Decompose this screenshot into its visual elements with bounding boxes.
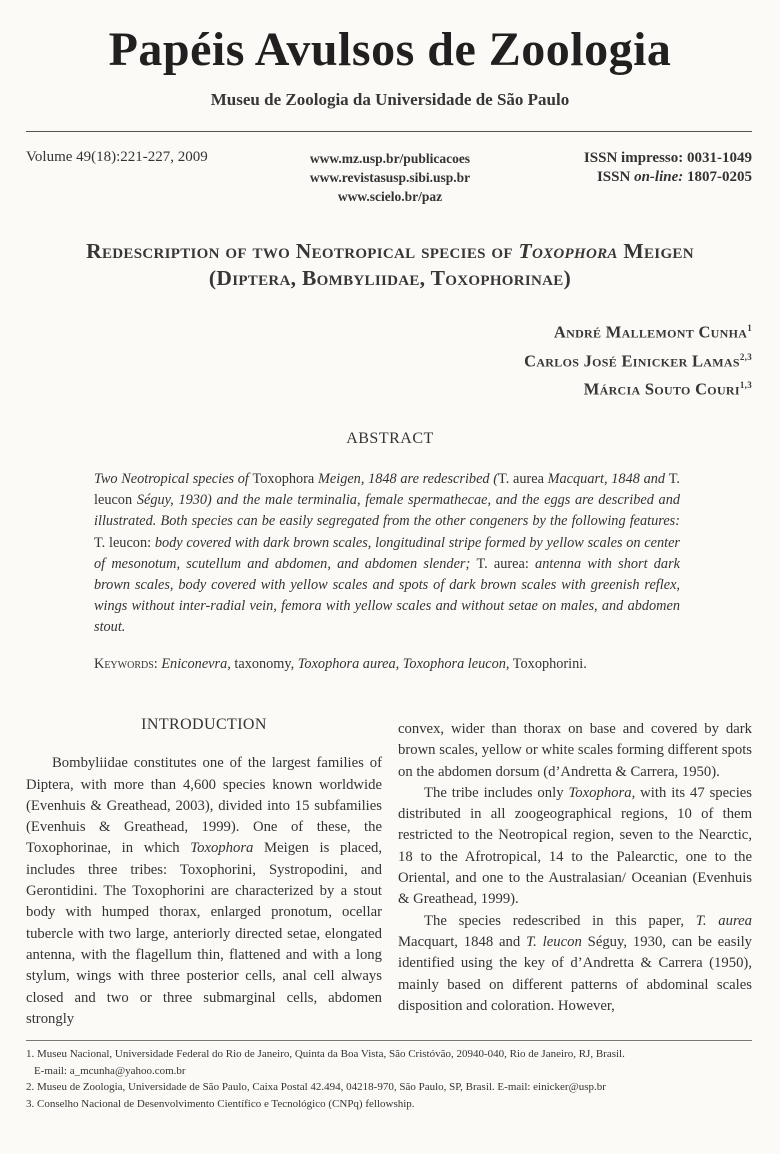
article-title: Redescription of two Neotropical species of Toxophora Meigen (Diptera, Bombyliidae, Toxophorinae) [86,239,694,290]
museum-name: Museu de Zoologia da Universidade de São Paulo [210,90,570,109]
section-heading: INTRODUCTION [141,716,267,733]
issn-online: ISSN on-line: 1807-0205 [596,169,752,185]
keywords-line: Keywords: Eniconevra, taxonomy, Toxophora aurea, Toxophora leucon, Toxophorini. [94,656,587,672]
journal-urls [270,149,510,206]
footnote: 3. Conselho Nacional de Desenvolvimento Científico e Tecnológico (CNPq) fellowship. [26,1097,415,1110]
abstract-heading: ABSTRACT [346,430,434,447]
footnotes [26,1046,756,1112]
header-rule [26,131,752,132]
author-list [524,316,752,402]
url-link[interactable]: www.mz.usp.br/publicacoes [309,151,471,166]
url-link[interactable]: www.revistasusp.sibi.usp.br [309,170,471,185]
journal-title: Papéis Avulsos de Zoologia [108,23,672,76]
url-link[interactable]: www.scielo.br/paz [337,189,443,204]
right-column [398,719,752,1017]
issn-print: ISSN impresso: 0031-1049 [583,150,752,166]
abstract-text: Two Neotropical species of Toxophora Meigen, 1848 are redescribed (T. aurea Macquart, 1848 and T. leucon Séguy, 1930) and the male terminalia, female spermathecae, and the eggs are described and illustrated. Both species can be easily segregated from the other congeners by the following features: T. leucon: body covered with dark brown scales, longitudinal stripe formed by yellow scales on center of mesonotum, scutellum and abdomen, and abdomen slender; T. aurea: antenna with short dark brown scales, body covered with yellow scales and spots of dark brown scales with greenish reflex, wings without inter-radial vein, femora with yellow scales and without setae on males, and abdomen stout. [94,471,680,636]
author: Márcia Souto Couri$^{1,3}$ [583,379,752,399]
footnote-rule [26,1040,752,1041]
paragraph: Bombyliidae constitutes one of the largest families of Diptera, with more than 4,600 species known worldwide (Evenhuis & Greathead, 2003), divided into 15 subfamilies (Evenhuis & Greathead, 1999). One of these, the Toxophorinae, in which Toxophora Meigen is placed, includes three tribes: Toxophorini, Systropodini, and Gerontidini. The Toxophorini are characterized by a stout body with humped thorax, enlarged pronotum, ocellar tubercle with two large, anteriorly directed setae, elongated antenna, with the flagellum thin, flattened and with a long stylum, wings with three posterior cells, anal cell always closed and two or three submarginal cells, abdomen strongly [26,755,382,1027]
volume-info: Volume 49(18):221-227, 2009 [26,149,208,165]
left-column [26,714,382,1030]
footnote-email[interactable]: E-mail: a_mcunha@yahoo.com.br [34,1064,186,1077]
author: Carlos José Einicker Lamas$^{2,3}$ [524,351,752,370]
footnote: 2. Museu de Zoologia, Universidade de São Paulo, Caixa Postal 42.494, 04218-970, São Paulo, SP, Brasil. E-mail: einicker@usp.br [26,1081,606,1093]
issn-block [584,149,752,187]
paragraph: convex, wider than thorax on base and covered by dark brown scales, yellow or white scales forming different spots on the abdomen dorsum (d’Andretta & Carrera, 1950). [398,721,752,780]
paragraph: The tribe includes only Toxophora, with its 47 species distributed in all zoogeographical regions, 10 of them restricted to the Neotropical region, seven to the Nearctic, 18 to the Afrotropical, 14 to the Palearctic, one to the Oriental, and one to the Australasian/ Oceanian (Evenhuis & Greathead, 1999). [398,784,753,908]
footnote: 1. Museu Nacional, Universidade Federal do Rio de Janeiro, Quinta da Boa Vista, São Cristóvão, 20940-040, Rio de Janeiro, RJ, Brasil. [26,1048,625,1060]
paragraph: The species redescribed in this paper, T. aurea Macquart, 1848 and T. leucon Séguy, 1930, can be easily identified using the key of d’Andretta & Carrera (1950), mainly based on different patterns of abdominal scales disposition and coloration. However, [398,912,753,1014]
author: André Mallemont Cunha$^1$ [553,322,752,342]
